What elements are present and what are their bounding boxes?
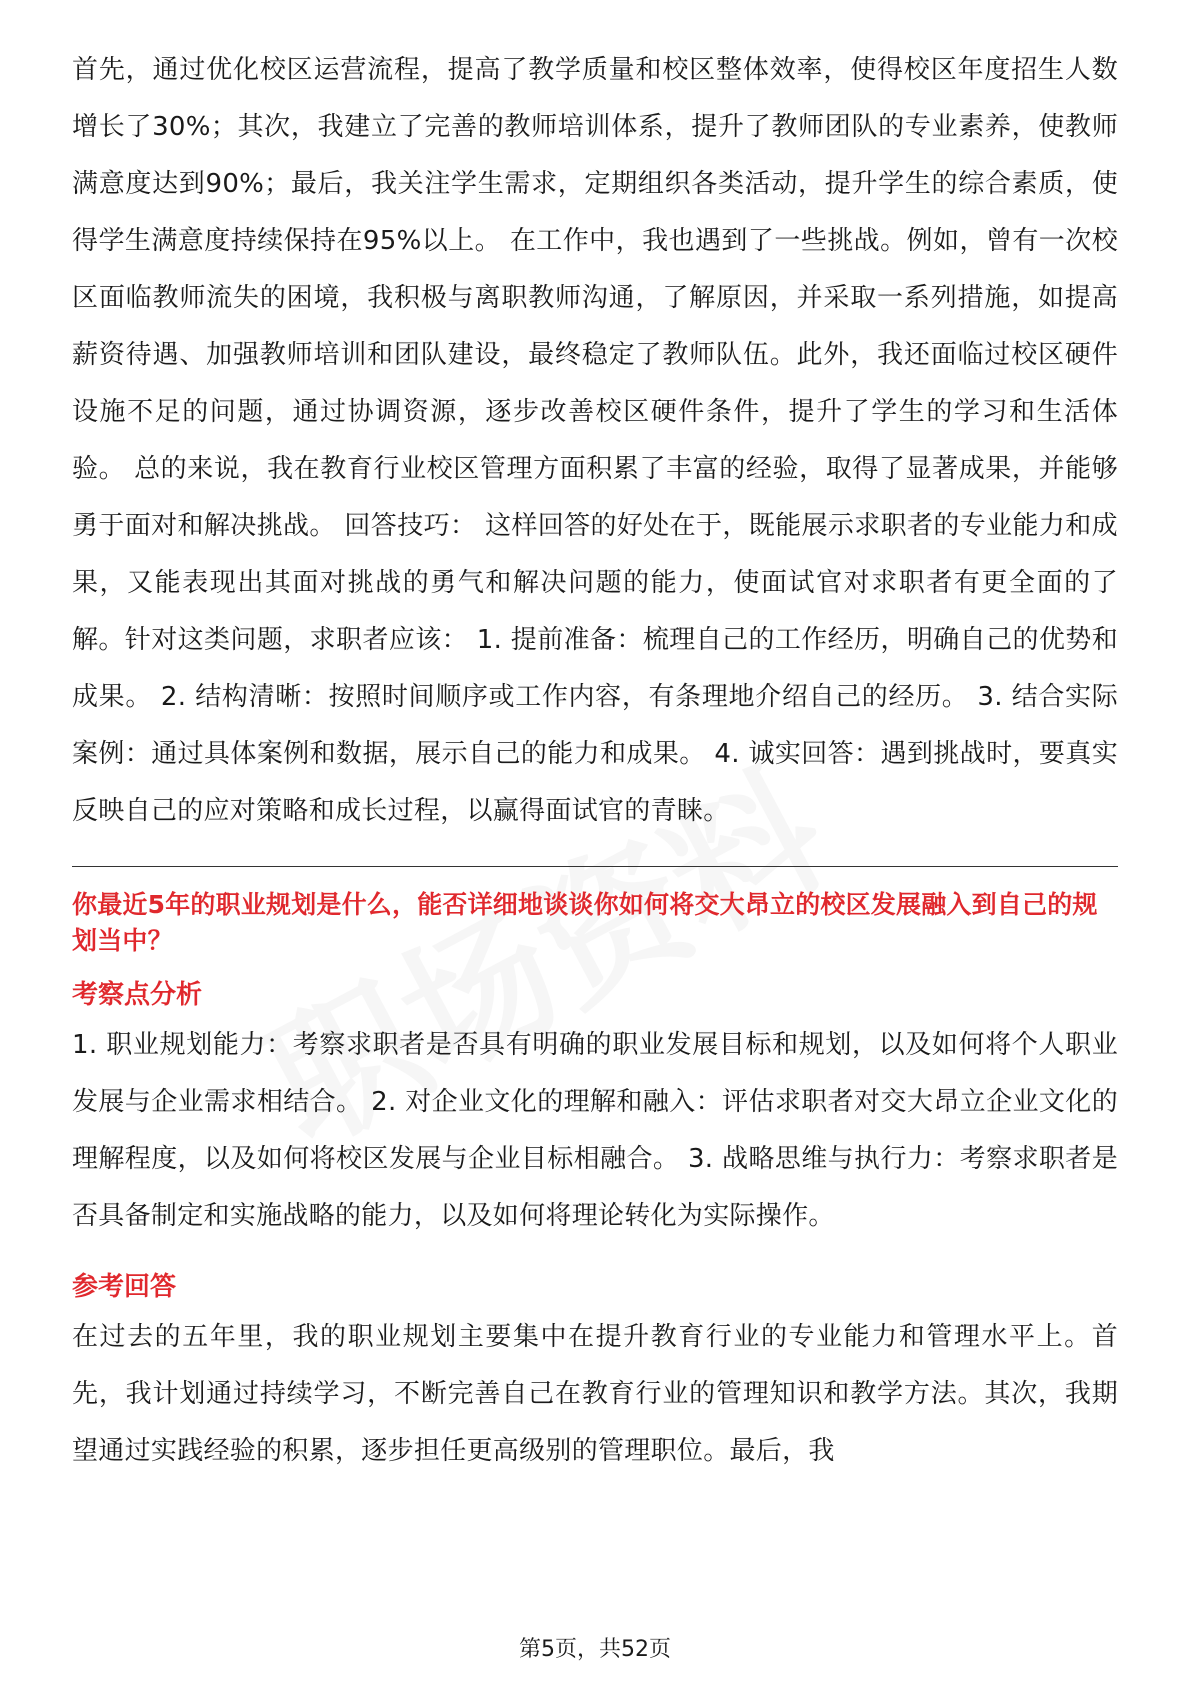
analysis-paragraph: 1. 职业规划能力：考察求职者是否具有明确的职业发展目标和规划，以及如何将个人职业发展与企业需求相结合。 2. 对企业文化的理解和融入：评估求职者对交大昂立企业文化的理解程度，以及如何将校区发展与企业目标相融合。 3. 战略思维与执行力：考察求职者是否具备制定和实施战略的能力，以及如何将理论转化为实际操作。 [72, 1030, 1118, 1231]
document-page [72, 42, 1118, 1480]
page-number: 第5页，共52页 [519, 1637, 671, 1662]
reference-answer-heading: 参考回答 [72, 1272, 177, 1302]
interview-question: 你最近5年的职业规划是什么，能否详细地谈谈你如何将交大昂立的校区发展融入到自己的规划当中？ [72, 890, 1098, 955]
reference-answer-paragraph: 在过去的五年里，我的职业规划主要集中在提升教育行业的专业能力和管理水平上。首先，我计划通过持续学习，不断完善自己在教育行业的管理知识和教学方法。其次，我期望通过实践经验的积累，逐步担任更高级别的管理职位。最后，我 [72, 1322, 1118, 1466]
previous-answer-paragraph: 首先，通过优化校区运营流程，提高了教学质量和校区整体效率，使得校区年度招生人数增长了30%；其次，我建立了完善的教师培训体系，提升了教师团队的专业素养，使教师满意度达到90%；最后，我关注学生需求，定期组织各类活动，提升学生的综合素质，使得学生满意度持续保持在95%以上。 在工作中，我也遇到了一些挑战。例如，曾有一次校区面临教师流失的困境，我积极与离职教师沟通，了解原因，并采取一系列措施，如提高薪资待遇、加强教师培训和团队建设，最终稳定了教师队伍。此外，我还面临过校区硬件设施不足的问题，通过协调资源，逐步改善校区硬件条件，提升了学生的学习和生活体验。 总的来说，我在教育行业校区管理方面积累了丰富的经验，取得了显著成果，并能够勇于面对和解决挑战。 回答技巧： 这样回答的好处在于，既能展示求职者的专业能力和成果，又能表现出其面对挑战的勇气和解决问题的能力，使面试官对求职者有更全面的了解。针对这类问题，求职者应该： 1. 提前准备：梳理自己的工作经历，明确自己的优势和成果。 2. 结构清晰：按照时间顺序或工作内容，有条理地介绍自己的经历。 3. 结合实际案例：通过具体案例和数据，展示自己的能力和成果。 4. 诚实回答：遇到挑战时，要真实反映自己的应对策略和成长过程，以赢得面试官的青睐。 [72, 55, 1118, 826]
analysis-heading: 考察点分析 [72, 980, 203, 1010]
section-divider [72, 866, 1118, 867]
